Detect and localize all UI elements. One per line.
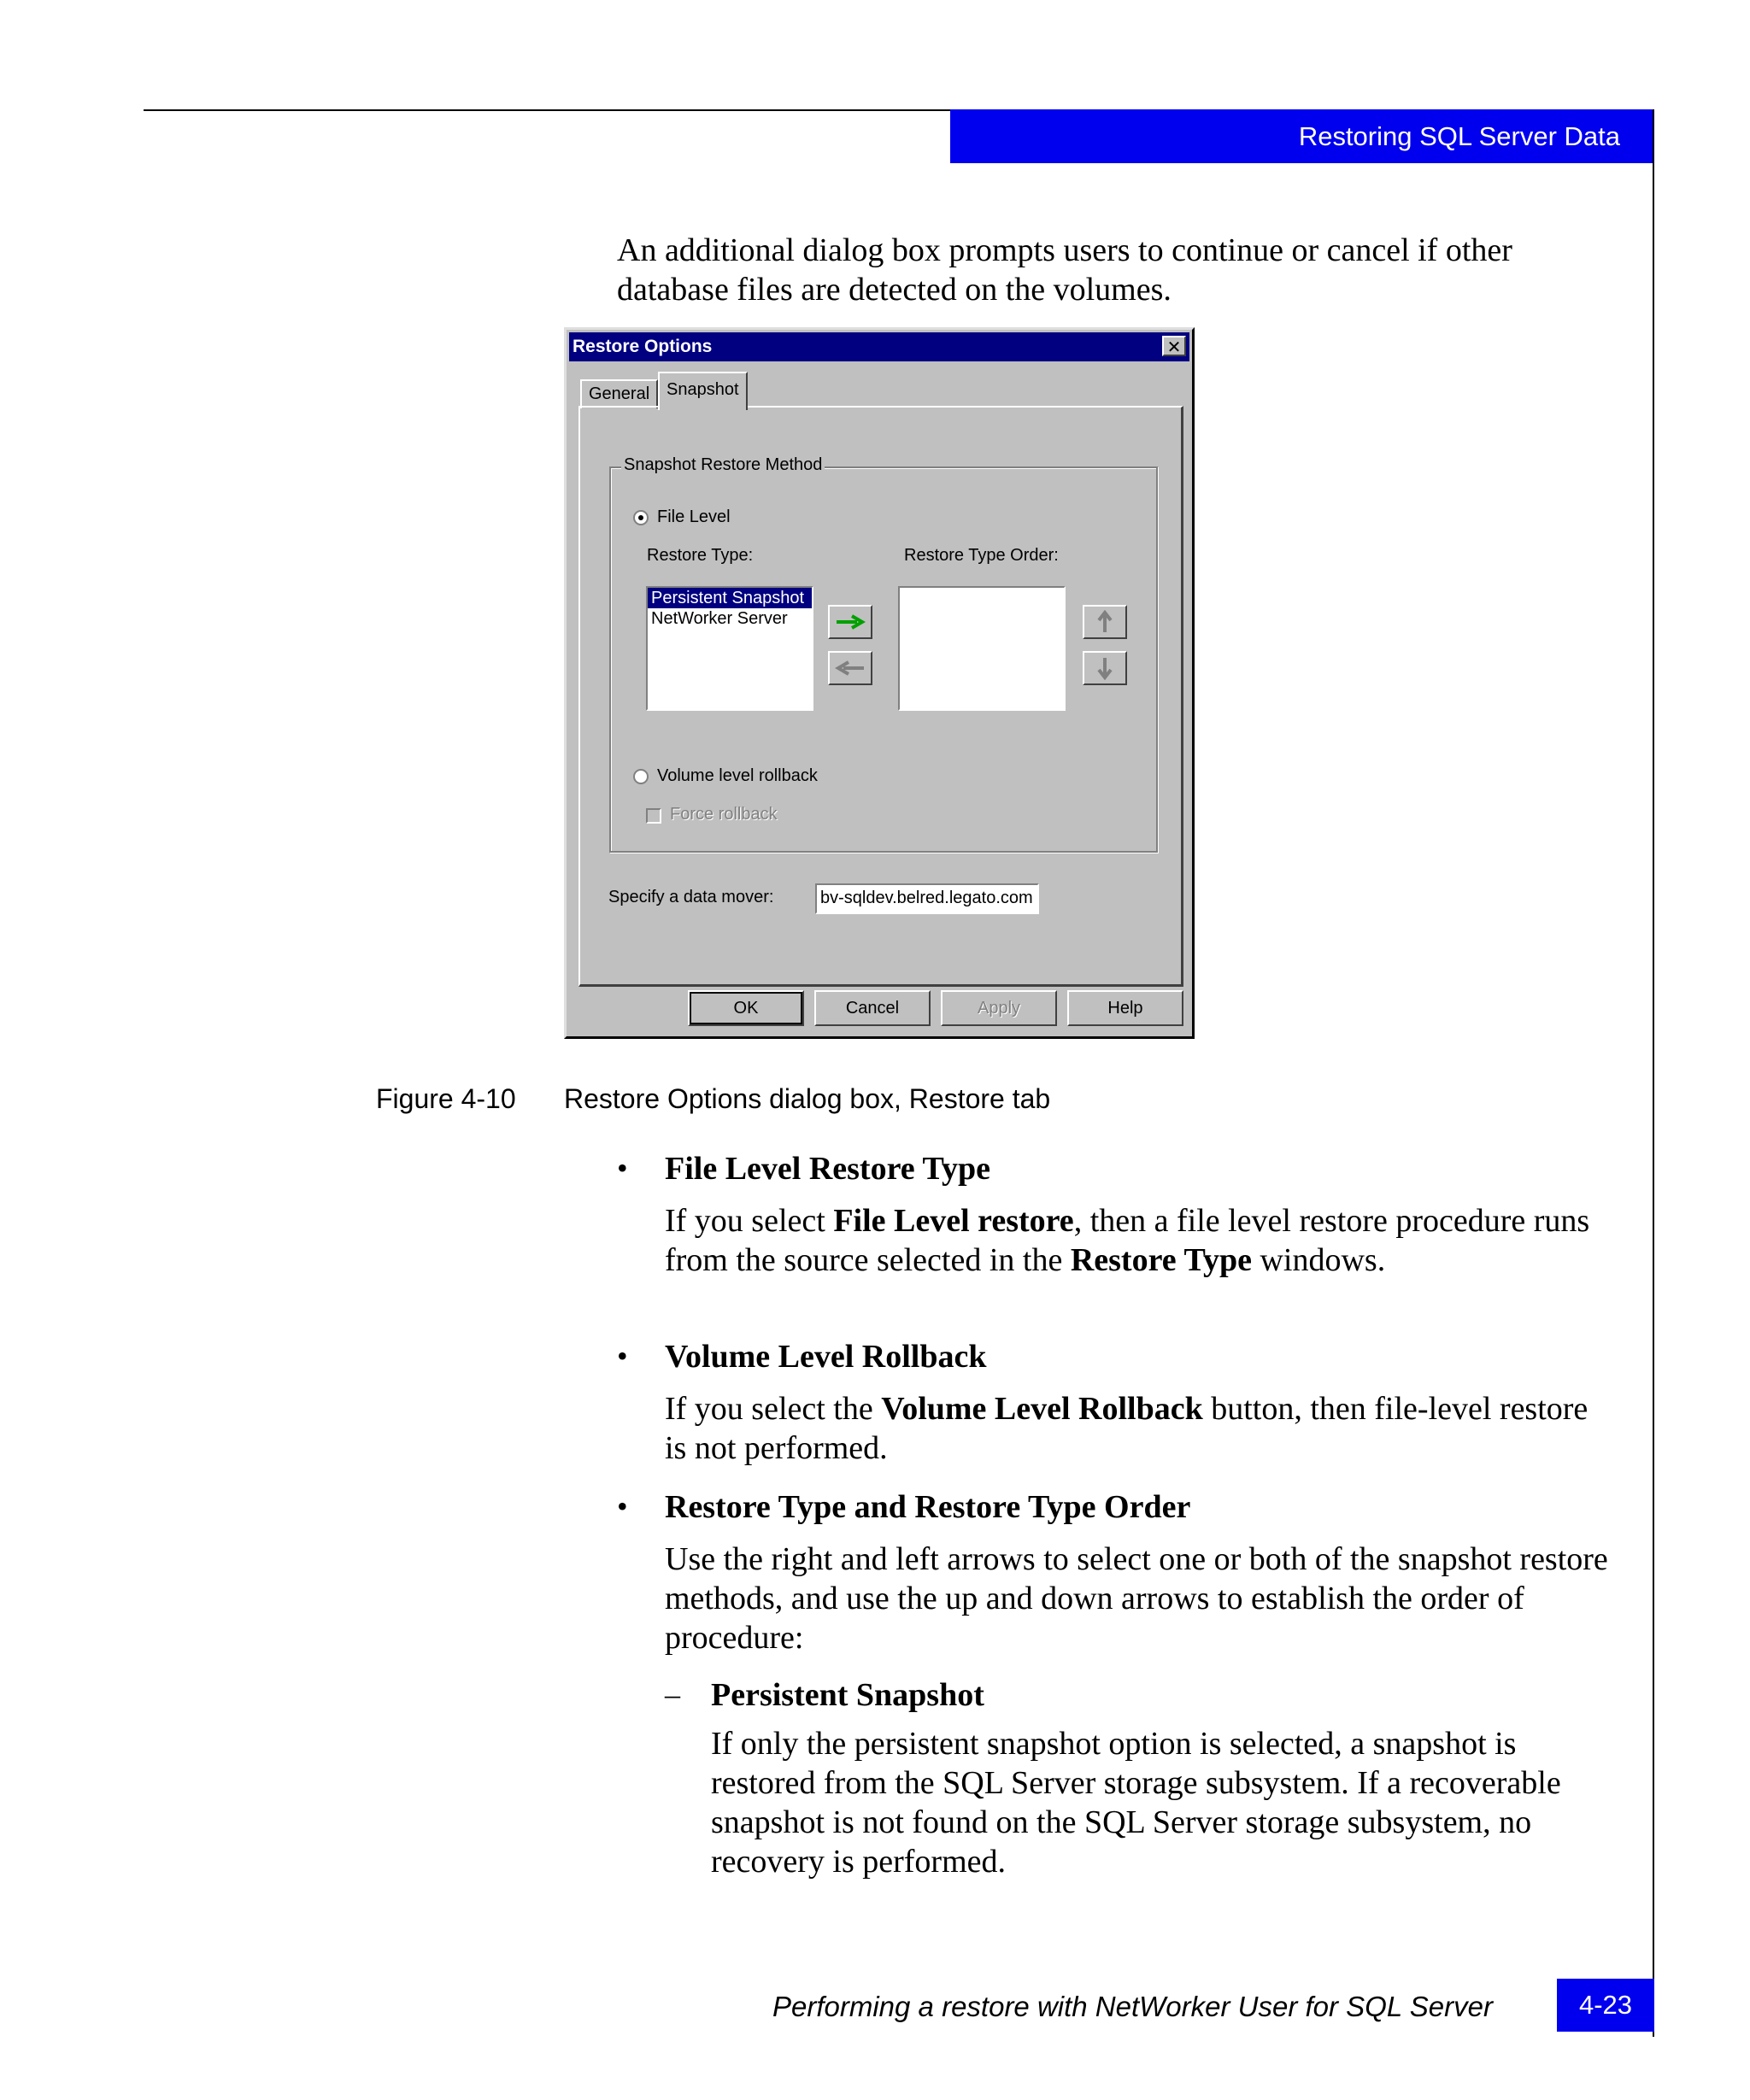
page-number: 4-23 (1557, 1979, 1654, 2032)
arrow-left-icon (835, 660, 866, 677)
sub-bullet-title: Persistent Snapshot (711, 1677, 984, 1713)
sub-bullet-text: If only the persistent snapshot option is selected, a snapshot is restored from the SQL Server storage subsystem. If a recoverable snapshot is not found on the SQL Server storage subsystem, no recovery is performed. (711, 1726, 1561, 1880)
sub-bullet-dash: – (665, 1677, 680, 1711)
bullet-text-file-level: If you select File Level restore, then a file level restore procedure runs from the source selected in the Restore Type windows. (665, 1203, 1590, 1278)
bullet-title-restore-type-order: Restore Type and Restore Type Order (665, 1489, 1191, 1525)
bullet-title-volume-rollback: Volume Level Rollback (665, 1339, 987, 1375)
bullet-dot: • (617, 1339, 628, 1373)
section-title: Restoring SQL Server Data (1298, 120, 1620, 151)
arrow-right-icon (835, 613, 866, 631)
restore-type-order-list[interactable] (898, 586, 1066, 711)
restore-type-list[interactable] (646, 586, 813, 711)
arrow-down-icon (1095, 656, 1114, 680)
move-down-button[interactable] (1083, 651, 1127, 685)
move-up-button[interactable] (1083, 605, 1127, 639)
figure-caption: Restore Options dialog box, Restore tab (564, 1083, 1051, 1114)
dialog-title: Restore Options (573, 337, 713, 356)
volume-rollback-label: Volume level rollback (657, 766, 818, 785)
intro-paragraph: An additional dialog box prompts users to continue or cancel if other database files are detected on the volumes. (617, 232, 1512, 308)
help-button[interactable]: Help (1067, 990, 1183, 1026)
bullet-title-file-level: File Level Restore Type (665, 1151, 990, 1187)
force-rollback-label: Force rollback (670, 805, 778, 824)
bullet-dot: • (617, 1151, 628, 1185)
force-rollback-checkbox[interactable] (646, 808, 661, 824)
bullet-text-restore-type-order: Use the right and left arrows to select one or both of the snapshot restore methods, and use the up and down arrows to establish the order of procedure: (665, 1541, 1608, 1656)
ok-button[interactable]: OK (688, 990, 804, 1026)
restore-type-label: Restore Type: (647, 546, 754, 565)
dialog-titlebar (569, 332, 1189, 361)
data-mover-input[interactable]: bv-sqldev.belred.legato.com (815, 883, 1039, 914)
restore-type-order-label: Restore Type Order: (904, 546, 1059, 565)
list-item[interactable]: NetWorker Server (651, 609, 788, 628)
tab-snapshot[interactable]: Snapshot (658, 372, 748, 410)
bullet-text-volume-rollback: If you select the Volume Level Rollback button, then file-level restore is not performed. (665, 1391, 1589, 1466)
restore-options-dialog (564, 327, 1195, 1039)
move-right-button[interactable] (828, 605, 872, 639)
cancel-button[interactable]: Cancel (814, 990, 931, 1026)
close-button[interactable] (1162, 336, 1186, 356)
footer-text: Performing a restore with NetWorker User for SQL Server (772, 1991, 1493, 2022)
data-mover-label: Specify a data mover: (608, 888, 774, 906)
file-level-label: File Level (657, 507, 731, 526)
file-level-radio[interactable] (633, 510, 649, 525)
bullet-dot: • (617, 1489, 628, 1523)
apply-button[interactable]: Apply (941, 990, 1057, 1026)
header-rule (144, 109, 950, 111)
section-header (950, 109, 1654, 163)
tab-general[interactable]: General (580, 379, 658, 408)
arrow-up-icon (1095, 610, 1114, 634)
page-right-rule (1653, 109, 1654, 2037)
close-icon: ✕ (1166, 338, 1182, 357)
volume-rollback-radio[interactable] (633, 769, 649, 784)
group-label: Snapshot Restore Method (621, 455, 825, 475)
list-item[interactable]: Persistent Snapshot (648, 588, 812, 608)
move-left-button[interactable] (828, 651, 872, 685)
figure-number: Figure 4-10 (376, 1083, 516, 1114)
